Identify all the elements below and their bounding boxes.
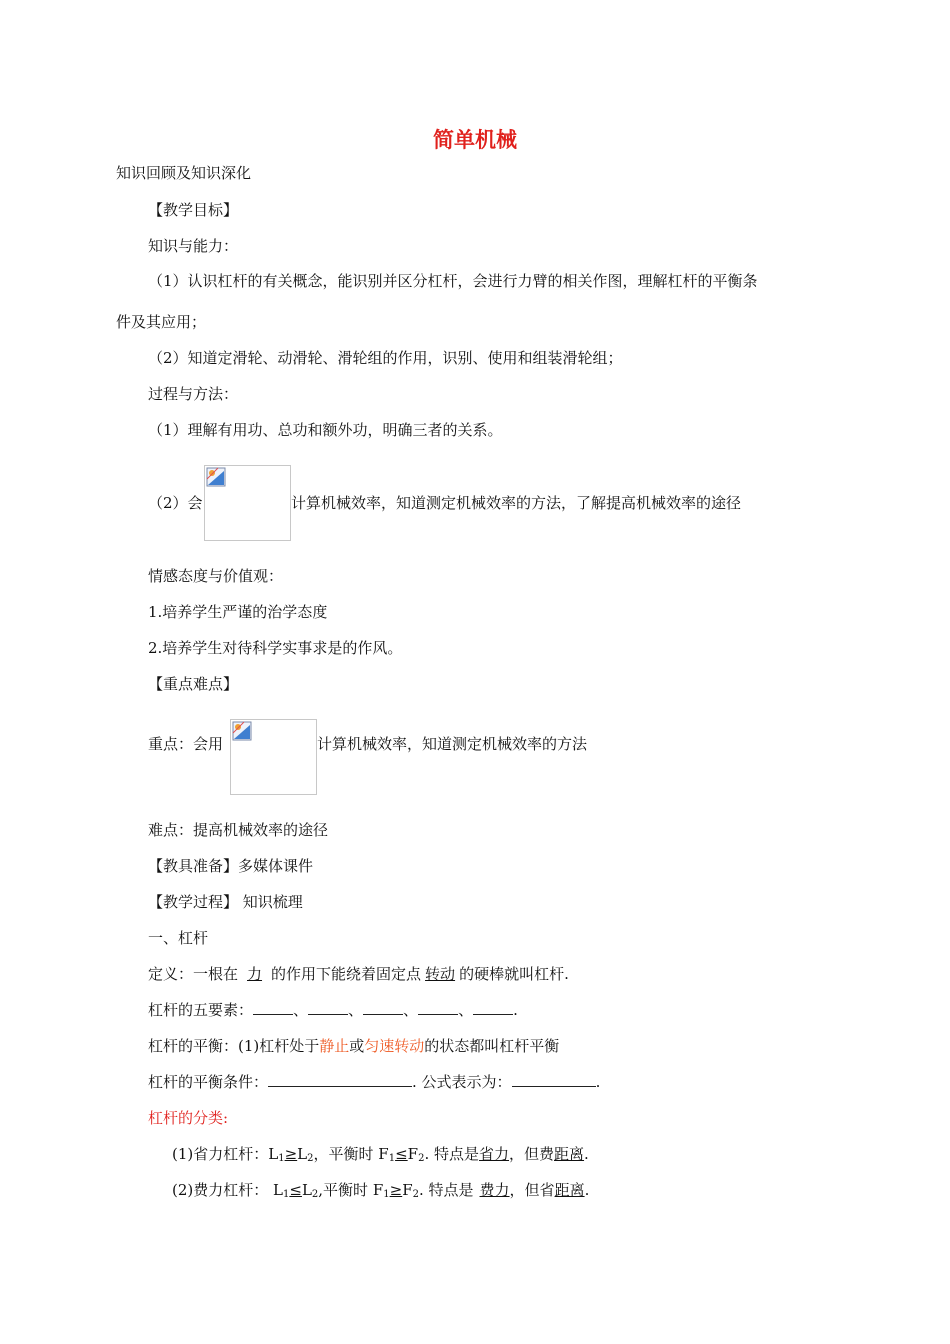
class-force-saving [172,1144,589,1169]
five-elements [148,1000,518,1020]
five-elements-label: 杠杆的五要素： [148,1001,254,1019]
definition-answer-rotate: 转动 [425,965,456,983]
answer: 省力 [479,1145,510,1163]
knowledge-item-1-line-1: （1）认识杠杆的有关概念，能识别并区分杠杆，会进行力臂的相关作图，理解杠杆的平衡条 [148,272,758,290]
answer: 距离 [554,1145,585,1163]
lever-heading: 一、杠杆 [148,929,209,947]
key-points-heading: 【重点难点】 [148,675,239,693]
broken-image-icon [206,467,226,487]
blank [418,1000,458,1015]
subscript: 1 [388,1153,396,1164]
emotion-item-2: 2.培养学生对待科学实事求是的作风。 [148,639,403,657]
lever-balance [148,1036,559,1056]
text: (2)费力杠杆： L [172,1181,283,1199]
blank [512,1072,596,1087]
lever-definition [148,964,569,984]
emotion-label: 情感态度与价值观： [148,567,284,585]
operator: ≥ [389,1181,403,1199]
text: L [297,1145,308,1163]
subscript: 2 [412,1189,419,1200]
key-point-suffix: 计算机械效率，知道测定机械效率的方法 [317,735,588,753]
balance-or: 或 [349,1037,365,1055]
definition-answer-force: 力 [247,965,263,983]
subscript: 1 [278,1153,285,1164]
process-label: 过程与方法： [148,385,239,403]
formula-image-placeholder-2 [230,719,317,795]
objectives-heading: 【教学目标】 [148,201,239,219]
balance-still: 静止 [319,1037,350,1055]
separator: 、 [348,1001,364,1019]
text: . [584,1181,590,1199]
separator: 、 [403,1001,419,1019]
balance-text-b: 的状态都叫杠杆平衡 [424,1037,560,1055]
process-item-2-suffix: 计算机械效率，知道测定机械效率的方法，了解提高机械效率的途径 [291,494,742,512]
text: . 特点是 [418,1181,474,1199]
blank [253,1000,293,1015]
text: (1)省力杠杆：L [172,1145,279,1163]
text: . 特点是 [424,1145,479,1163]
subscript: 2 [311,1189,319,1200]
difficulty: 难点：提高机械效率的途径 [148,821,329,839]
condition-mid: . 公式表示为： [412,1073,512,1091]
blank [363,1000,403,1015]
subscript: 1 [282,1189,290,1200]
subscript: 2 [418,1153,425,1164]
balance-uniform: 匀速转动 [364,1037,425,1055]
teaching-process: 【教学过程】 知识梳理 [148,893,303,911]
answer: 距离 [554,1181,585,1199]
text: . [584,1145,589,1163]
operator: ≤ [395,1145,408,1163]
knowledge-label: 知识与能力： [148,237,239,255]
knowledge-item-2: （2）知道定滑轮、动滑轮、滑轮组的作用，识别、使用和组装滑轮组； [148,349,623,367]
text: F [407,1145,419,1163]
document-title: 简单机械 [433,128,517,152]
balance-condition [148,1072,600,1092]
knowledge-item-1-line-2: 件及其应用； [116,313,207,331]
subscript: 1 [383,1189,390,1200]
broken-image-icon [232,721,252,741]
separator: 、 [458,1001,474,1019]
definition-text-a: 定义：一根在 [148,965,239,983]
text: ,平衡时 F [318,1181,384,1199]
balance-text-a: 杠杆的平衡：(1)杠杆处于 [148,1037,320,1055]
teaching-tools: 【教具准备】多媒体课件 [148,857,314,875]
process-item-2-prefix: （2）会 [148,494,203,512]
subscript: 2 [307,1153,314,1164]
text: ，平衡时 F [313,1145,389,1163]
operator: ≤ [289,1181,302,1199]
text: F [402,1181,413,1199]
formula-image-placeholder [204,465,291,541]
blank [473,1000,513,1015]
lever-classification-label: 杠杆的分类: [148,1109,229,1127]
end-dot: . [595,1073,601,1091]
key-point-prefix: 重点：会用 [148,735,224,753]
answer: 费力 [479,1181,510,1199]
definition-text-b: 的作用下能绕着固定点 [271,965,422,983]
emotion-item-1: 1.培养学生严谨的治学态度 [148,603,328,621]
text: L [301,1181,312,1199]
blank [268,1072,412,1087]
class-force-costing [172,1180,589,1205]
process-item-1: （1）理解有用功、总功和额外功，明确三者的关系。 [148,421,503,439]
text: ，但省 [509,1181,555,1199]
condition-label: 杠杆的平衡条件： [148,1073,269,1091]
operator: ≥ [284,1145,298,1163]
subtitle: 知识回顾及知识深化 [116,164,252,182]
blank [308,1000,348,1015]
text: ，但费 [509,1145,555,1163]
separator: 、 [293,1001,309,1019]
definition-text-c: 的硬棒就叫杠杆. [459,965,569,983]
end-dot: . [513,1001,518,1019]
